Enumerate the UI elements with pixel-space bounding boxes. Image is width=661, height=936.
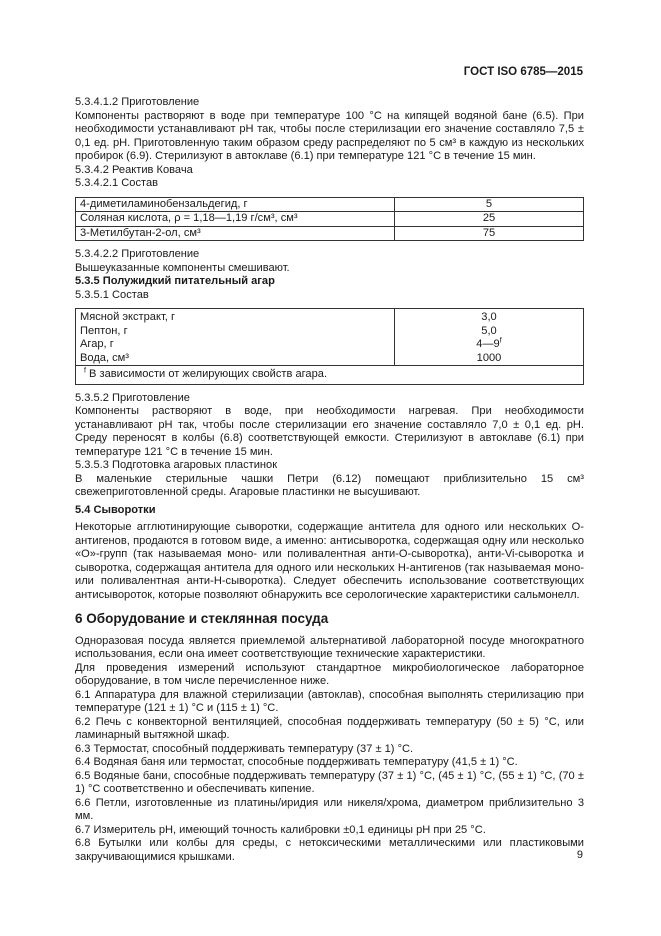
- component-value: 1000: [395, 352, 584, 366]
- section-6-title: 6 Оборудование и стеклянная посуда: [75, 611, 329, 626]
- component-value: [395, 338, 584, 352]
- component-value: 5: [395, 197, 584, 212]
- heading-5-3-5: 5.3.5 Полужидкий питательный агар: [75, 275, 275, 287]
- table-row: [76, 325, 584, 339]
- list-item-6-2: 6.2 Печь с конвекторной вентиляцией, способная поддерживать температуру (50 ± 5) °С, или ламинарный вытяжной шкаф.: [75, 715, 584, 741]
- heading-5-3-5-2: 5.3.5.2 Приготовление: [75, 391, 190, 404]
- footnote-mark: f: [84, 367, 86, 375]
- heading-5-3-5-1: 5.3.5.1 Состав: [75, 288, 149, 301]
- paragraph-5-3-4-2-2: Вышеуказанные компоненты смешивают.: [75, 261, 290, 274]
- component-name: Вода, см³: [76, 352, 395, 366]
- paragraph-5-3-5-2: Компоненты растворяют в воде, при необходимости нагревая. При необходимости устанавливают рН так, чтобы после стерилизации его значение составляло 7,0 ± 0,1 ед. рН. Среду переносят в колбы (6.8) соответствующей емкости. Стерилизуют в автоклаве (6.1) при температуре 121 °С в течение 15 мин.: [75, 405, 584, 458]
- table-row: [76, 309, 584, 325]
- component-name: Агар, г: [76, 338, 395, 352]
- heading-5-3-4-2-2: 5.3.4.2.2 Приготовление: [75, 248, 200, 260]
- table-row: [76, 226, 584, 241]
- page-number: 9: [576, 849, 583, 861]
- heading-5-3-4-2-1: 5.3.4.2.1 Состав: [75, 177, 159, 189]
- paragraph-5-4: Некоторые агглютинирующие сыворотки, содержащие антитела для одного или нескольких О-антигенов, продаются в готовом виде, а именно: антисыворотка, содержащая одну или несколько «О»-групп (так называемая моно- или поливалентная анти-О-сыворотка), анти-Vi-сыворотка и сыворотка, содержащая антитела для одного или нескольких Н-антигенов (так называемая моно- или поливалентная анти-Н-сыворотка). Следует обеспечить использование соответствующих антисывороток, которые позволяют обнаружить все серологические характеристики сальмонелл.: [75, 521, 584, 601]
- heading-5-3-4-1-2: 5.3.4.1.2 Приготовление: [75, 96, 200, 108]
- table-footnote: [76, 366, 584, 385]
- component-value: 25: [395, 212, 584, 227]
- table-row: [76, 197, 584, 212]
- component-value: 5,0: [395, 325, 584, 339]
- heading-5-3-5-3: 5.3.5.3 Подготовка агаровых пластинок: [75, 459, 278, 471]
- paragraph-6-intro-2: Для проведения измерений используют стандартное микробиологическое лабораторное оборудование, в том числе перечисленное ниже.: [75, 661, 584, 687]
- component-value: 75: [395, 226, 584, 241]
- list-item-6-3: 6.3 Термостат, способный поддерживать температуру (37 ± 1) °С.: [75, 742, 414, 755]
- component-name: Мясной экстракт, г: [76, 309, 395, 325]
- footnote-text: В зависимости от желирующих свойств агара.: [89, 368, 328, 380]
- component-name: 4-диметиламинобензальдегид, г: [76, 197, 395, 212]
- paragraph-5-3-4-1-2: Компоненты растворяют в воде при температуре 100 °С на кипящей водяной бане (6.5). При необходимости устанавливают рН так, чтобы после стерилизации его значение составляло 7,5 ± 0,1 ед. рН. Приготовленную таким образом среду распределяют по 5 см³ в каждую из нескольких пробирок (6.9). Стерилизуют в автоклаве (6.1) при температуре 121 °С в течение 15 мин.: [75, 109, 584, 162]
- list-item-6-4: 6.4 Водяная баня или термостат, способные поддерживать температуру (41,5 ± 1) °С.: [75, 756, 518, 768]
- table-footnote-row: [76, 366, 584, 385]
- list-item-6-7: 6.7 Измеритель рН, имеющий точность калибровки ±0,1 единицы рН при 25 °С.: [75, 823, 486, 836]
- table-row: [76, 212, 584, 227]
- page-content: [75, 96, 584, 864]
- paragraph-5-3-5-3: В маленькие стерильные чашки Петри (6.12) помещают приблизительно 15 см³ свежеприготовленной среды. Агаровые пластинки не высушивают.: [75, 472, 584, 498]
- list-item-6-6: 6.6 Петли, изготовленные из платины/иридия или никеля/хрома, диаметром приблизительно 3 мм.: [75, 796, 584, 822]
- component-value: 3,0: [395, 309, 584, 325]
- heading-5-4: 5.4 Сыворотки: [75, 503, 156, 516]
- kovac-composition-table: [75, 197, 584, 242]
- table-row: [76, 352, 584, 366]
- component-name: 3-Метилбутан-2-ол, см³: [76, 226, 395, 241]
- value-text: 4—9: [476, 338, 500, 350]
- agar-composition-table: [75, 308, 584, 385]
- document-code: ГОСТ ISO 6785—2015: [463, 66, 583, 78]
- paragraph-6-intro-1: Одноразовая посуда является приемлемой альтернативой лабораторной посуде многократного использования, если она имеет соответствующие технические характеристики.: [75, 634, 584, 660]
- heading-5-3-4-2: 5.3.4.2 Реактив Ковача: [75, 163, 193, 176]
- component-name: Соляная кислота, ρ = 1,18—1,19 г/см³, см³: [76, 212, 395, 227]
- list-item-6-1: 6.1 Аппаратура для влажной стерилизации (автоклав), способная выполнять стерилизацию при температуре (121 ± 1) °С и (115 ± 1) °С.: [75, 688, 584, 714]
- footnote-mark: f: [499, 337, 502, 345]
- list-item-6-8: 6.8 Бутылки или колбы для среды, с нетоксическими металлическими или пластиковыми закручивающимися крышками.: [75, 837, 584, 863]
- table-row: [76, 338, 584, 352]
- list-item-6-5: 6.5 Водяные бани, способные поддерживать температуру (37 ± 1) °С, (45 ± 1) °С, (55 ± 1) °С, (70 ± 1) °С соответственно и обеспечивать кипение.: [75, 769, 584, 795]
- component-name: Пептон, г: [76, 325, 395, 339]
